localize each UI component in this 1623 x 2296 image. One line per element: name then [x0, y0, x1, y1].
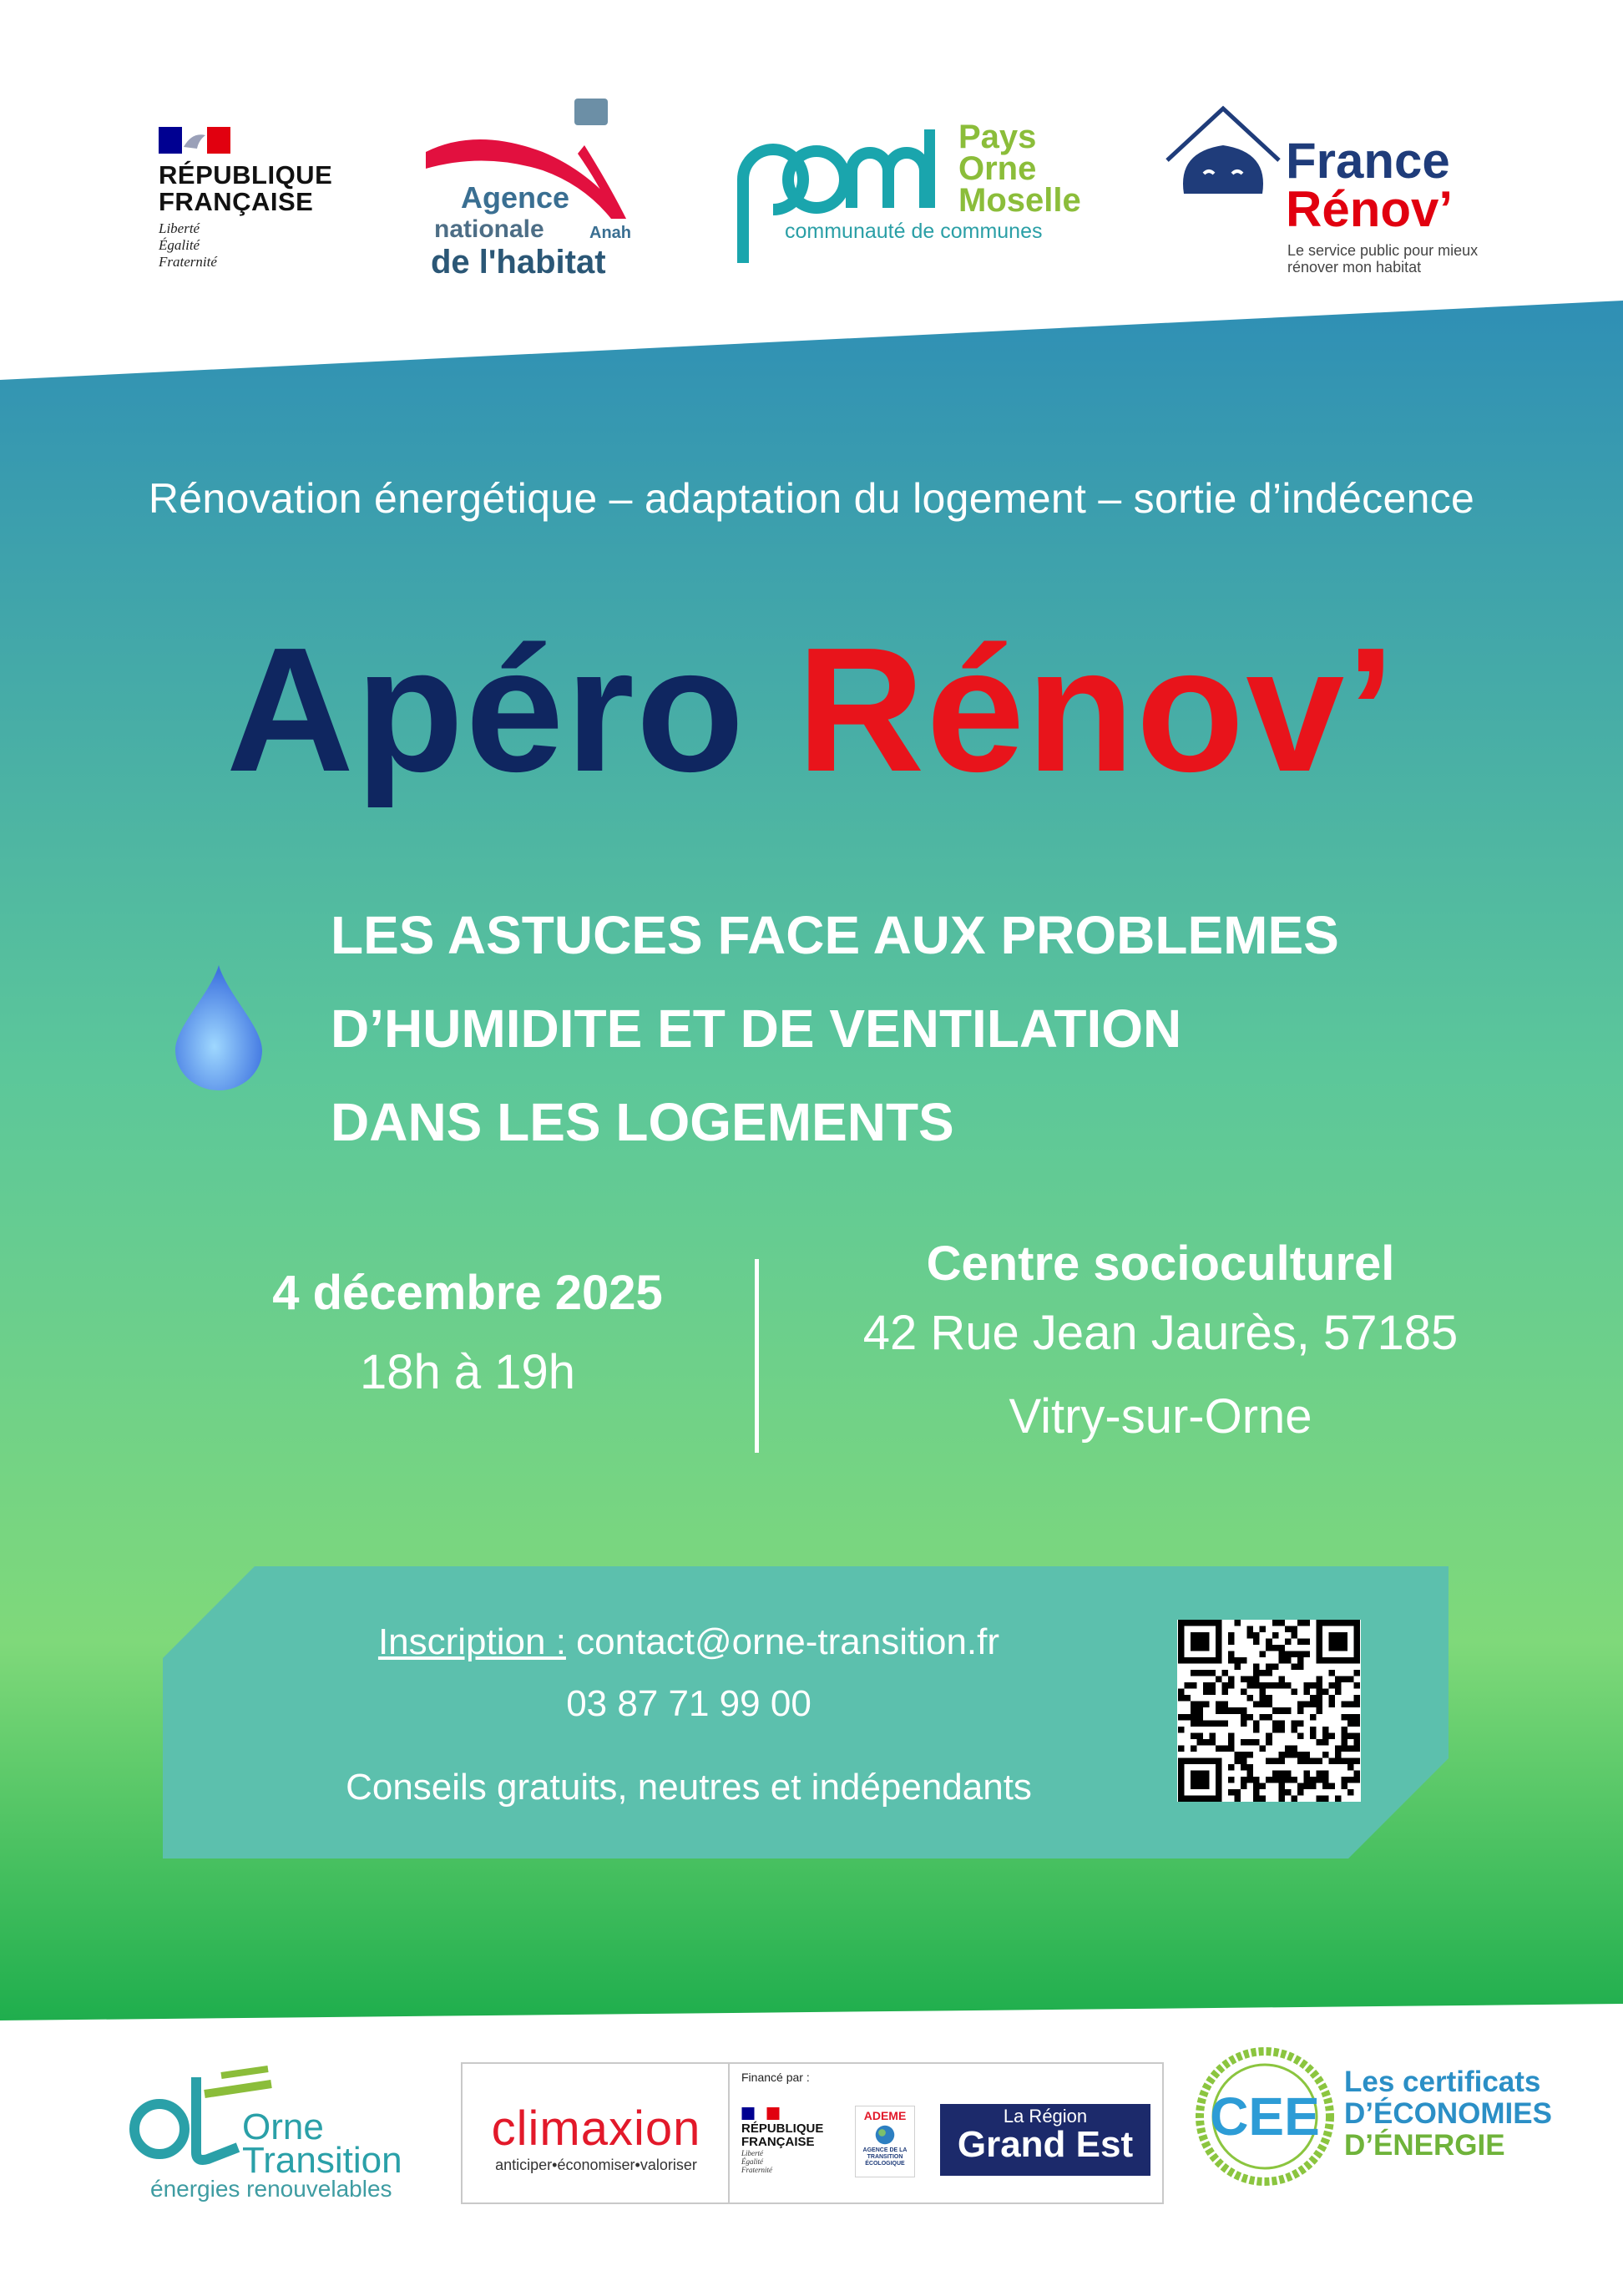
ademe-logo	[855, 2106, 915, 2177]
ot-sub: énergies renouvelables	[150, 2176, 392, 2202]
registration-phone[interactable]: 03 87 71 99 00	[566, 1683, 812, 1724]
republique-francaise-logo	[159, 127, 351, 286]
info-divider	[755, 1259, 759, 1453]
pom-line1: Pays	[958, 119, 1037, 155]
event-location	[785, 1236, 1536, 1459]
theme-line-1: LES ASTUCES FACE AUX PROBLEMES	[331, 905, 1339, 965]
title-part-renov: Rénov’	[796, 610, 1398, 808]
cee-line3: D’ÉNERGIE	[1344, 2129, 1505, 2162]
registration-line	[234, 1621, 1144, 1663]
event-time: 18h à 19h	[359, 1345, 576, 1399]
pays-orne-moselle-logo	[726, 121, 1094, 271]
france-renov-line2: Rénov’	[1286, 181, 1454, 237]
water-drop-icon	[169, 960, 269, 1094]
ademe-sub: AGENCE DE LA TRANSITION ÉCOLOGIQUE	[862, 2147, 908, 2167]
event-place: Centre socioculturel	[926, 1237, 1395, 1291]
registration-label: Inscription :	[377, 1621, 566, 1662]
event-address-1: 42 Rue Jean Jaurès, 57185	[862, 1306, 1459, 1360]
rf-small-motto1: Liberté	[741, 2149, 763, 2157]
subtitle: Rénovation énergétique – adaptation du logement – sortie d’indécence	[148, 475, 1475, 522]
france-renov-sub1: Le service public pour mieux	[1287, 242, 1479, 259]
rf-small-motto3: Fraternité	[741, 2166, 772, 2174]
pom-sub: communauté de communes	[785, 220, 1043, 243]
event-address-2: Vitry-sur-Orne	[1009, 1389, 1312, 1444]
climaxion-text: climaxion	[491, 2101, 701, 2156]
ademe-globe-icon	[874, 2124, 896, 2146]
funding-partners-box	[461, 2062, 1164, 2204]
theme-line-3: DANS LES LOGEMENTS	[331, 1092, 954, 1152]
anah-logo	[417, 94, 651, 286]
region-grand-est-logo	[940, 2104, 1150, 2176]
funding-divider	[728, 2064, 730, 2202]
rf-motto-3: Fraternité	[159, 254, 217, 270]
cee-line2: D’ÉCONOMIES	[1344, 2097, 1552, 2130]
theme-block	[331, 888, 1583, 1169]
france-renov-logo	[1160, 102, 1528, 286]
funding-label: Financé par :	[741, 2071, 810, 2084]
rf-title-line1: RÉPUBLIQUE	[159, 160, 333, 190]
anah-line1: Agence	[461, 180, 570, 215]
ot-line1: Orne	[242, 2106, 324, 2147]
region-line1: La Région	[1003, 2106, 1088, 2127]
france-renov-line1: France	[1286, 133, 1450, 189]
cee-line1: Les certificats	[1344, 2066, 1541, 2098]
pom-line3: Moselle	[958, 182, 1081, 219]
rf-small-line1: RÉPUBLIQUE	[741, 2122, 824, 2136]
anah-line2: nationale	[434, 215, 544, 243]
marianne-flag-icon	[159, 127, 230, 154]
cee-badge-text: CEE	[1210, 2086, 1320, 2147]
anah-line3: de l'habitat	[431, 244, 606, 281]
event-date: 4 décembre 2025	[272, 1266, 663, 1320]
cee-logo	[1194, 2046, 1552, 2196]
climaxion-sub: anticiper•économiser•valoriser	[495, 2157, 697, 2173]
rf-motto-2: Égalité	[159, 237, 200, 253]
house-face-icon	[1160, 102, 1286, 202]
region-line2: Grand Est	[957, 2124, 1134, 2165]
qr-code[interactable]	[1177, 1620, 1361, 1802]
france-renov-sub2: rénover mon habitat	[1287, 259, 1422, 276]
event-datetime	[200, 1265, 735, 1400]
rf-small-flag-icon	[741, 2107, 780, 2120]
ademe-text: ADEME	[863, 2109, 907, 2122]
pom-line2: Orne	[958, 150, 1037, 187]
qr-code-pattern-icon	[1177, 1620, 1361, 1802]
title-part-apero: Apéro	[225, 610, 746, 808]
orne-transition-logo	[121, 2061, 430, 2211]
registration-note: Conseils gratuits, neutres et indépendants	[346, 1767, 1032, 1808]
ot-line2: Transition	[242, 2140, 402, 2181]
anah-tag: Anah	[589, 224, 631, 242]
rf-small-logo	[741, 2107, 833, 2174]
theme-line-2: D’HUMIDITE ET DE VENTILATION	[331, 999, 1182, 1059]
rf-small-line2: FRANÇAISE	[741, 2135, 815, 2149]
rf-small-motto2: Égalité	[741, 2157, 763, 2166]
registration-email[interactable]: contact@orne-transition.fr	[576, 1621, 1000, 1662]
climaxion-logo	[471, 2101, 721, 2174]
rf-motto-1: Liberté	[159, 220, 200, 236]
page-title	[0, 610, 1623, 808]
rf-title-line2: FRANÇAISE	[159, 187, 314, 216]
